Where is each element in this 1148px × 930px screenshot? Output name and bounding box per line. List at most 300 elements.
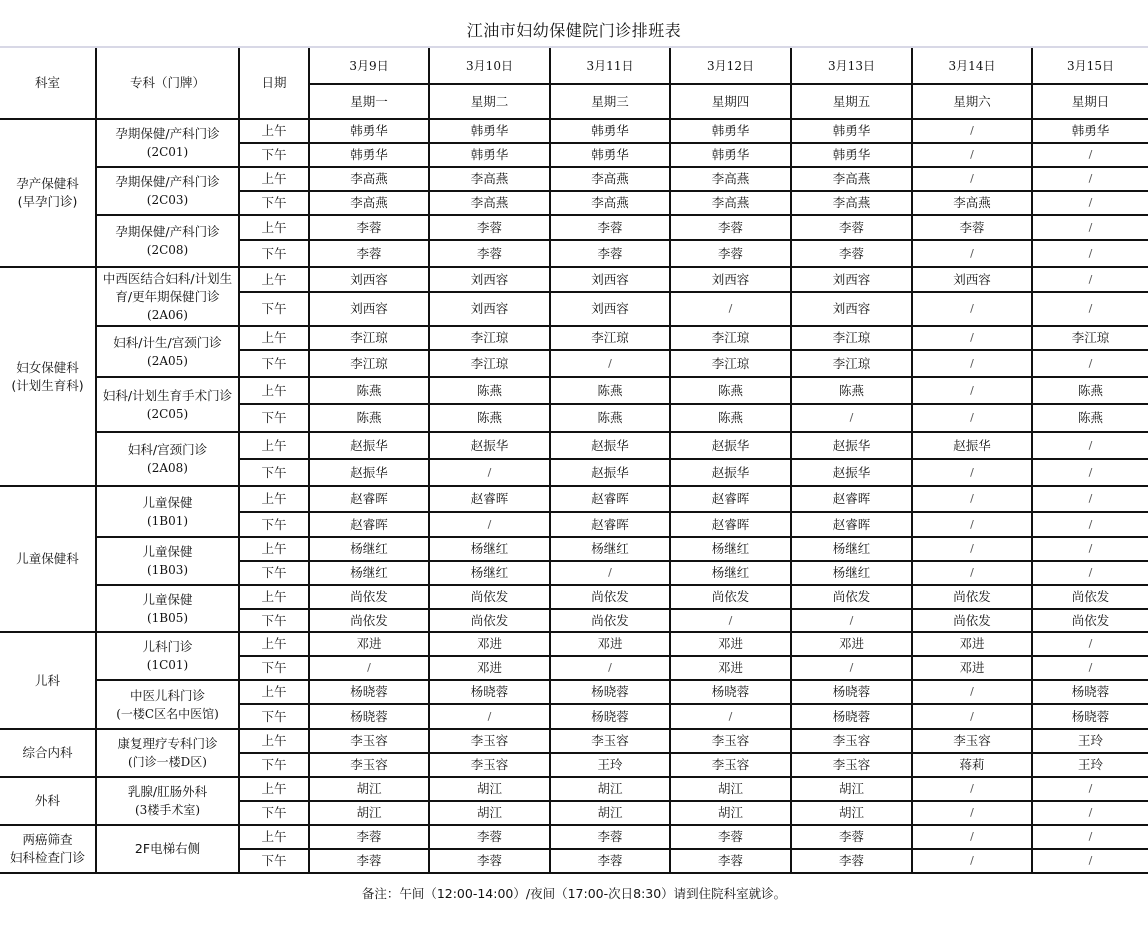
dept-name: 外科 — [34, 793, 60, 808]
doctor-slot: 杨晓蓉 — [1032, 680, 1148, 704]
header-weekday: 星期三 — [550, 84, 670, 119]
doctor-slot: 赵睿晖 — [791, 486, 912, 512]
doctor-slot: 赵振华 — [550, 432, 670, 459]
clinic-room-code: (2C03) — [146, 193, 189, 207]
table-row — [0, 729, 1148, 753]
empty-slot: / — [912, 486, 1032, 512]
doctor-slot: 陈燕 — [670, 377, 791, 404]
doctor-slot: 杨继红 — [791, 537, 912, 561]
dept-cell — [0, 729, 96, 777]
doctor-slot: 李蓉 — [309, 240, 429, 267]
period-cell: 下午 — [239, 656, 309, 680]
period-cell: 下午 — [239, 753, 309, 777]
empty-slot: / — [1032, 561, 1148, 585]
doctor-slot: 赵振华 — [670, 459, 791, 486]
dept-subname: (计划生育科) — [11, 377, 84, 393]
empty-slot: / — [429, 704, 550, 729]
dept-name: 儿童保健科 — [16, 551, 79, 566]
doctor-slot: 杨继红 — [429, 537, 550, 561]
period-cell: 上午 — [239, 632, 309, 656]
doctor-slot: 陈燕 — [309, 404, 429, 432]
doctor-slot: 邓进 — [670, 632, 791, 656]
doctor-slot: 李蓉 — [791, 215, 912, 240]
empty-slot: / — [1032, 656, 1148, 680]
doctor-slot: 杨晓蓉 — [429, 680, 550, 704]
empty-slot: / — [670, 292, 791, 326]
doctor-slot: 杨继红 — [309, 537, 429, 561]
period-cell: 下午 — [239, 240, 309, 267]
empty-slot: / — [912, 143, 1032, 167]
doctor-slot: 刘西容 — [912, 267, 1032, 292]
doctor-slot: 尚依发 — [1032, 585, 1148, 609]
empty-slot: / — [791, 656, 912, 680]
doctor-slot: 胡江 — [429, 801, 550, 825]
header-dept: 科室 — [0, 48, 96, 119]
doctor-slot: 杨晓蓉 — [1032, 704, 1148, 729]
clinic-name: 中西医结合妇科/计划生育/更年期保健门诊 — [102, 270, 233, 304]
clinic-cell — [96, 215, 239, 267]
doctor-slot: 邓进 — [912, 632, 1032, 656]
doctor-slot: 胡江 — [429, 777, 550, 801]
doctor-slot: 刘西容 — [429, 267, 550, 292]
doctor-slot: 邓进 — [429, 656, 550, 680]
doctor-slot: 尚依发 — [1032, 609, 1148, 632]
empty-slot: / — [1032, 191, 1148, 215]
empty-slot: / — [912, 777, 1032, 801]
doctor-slot: 李江琼 — [1032, 326, 1148, 350]
clinic-name: 儿科门诊 — [142, 639, 193, 654]
table-row — [0, 680, 1148, 704]
dept-cell — [0, 267, 96, 486]
clinic-name: 孕期保健/产科门诊 — [115, 224, 220, 239]
doctor-slot: 赵振华 — [429, 432, 550, 459]
doctor-slot: 李高燕 — [429, 167, 550, 191]
doctor-slot: 韩勇华 — [550, 143, 670, 167]
table-row — [0, 777, 1148, 801]
dept-cell — [0, 632, 96, 729]
doctor-slot: 李蓉 — [791, 825, 912, 849]
header-row-dates — [0, 48, 1148, 84]
clinic-name: 儿童保健 — [142, 494, 193, 510]
doctor-slot: 李蓉 — [670, 240, 791, 267]
header-period: 日期 — [239, 48, 309, 119]
empty-slot: / — [912, 704, 1032, 729]
clinic-cell — [96, 729, 239, 777]
period-cell: 上午 — [239, 486, 309, 512]
doctor-slot: 李玉容 — [429, 753, 550, 777]
period-cell: 上午 — [239, 825, 309, 849]
empty-slot: / — [912, 512, 1032, 537]
doctor-slot: 赵睿晖 — [550, 512, 670, 537]
table-row — [0, 377, 1148, 404]
empty-slot: / — [670, 704, 791, 729]
empty-slot: / — [1032, 537, 1148, 561]
period-cell: 下午 — [239, 404, 309, 432]
doctor-slot: 赵睿晖 — [309, 486, 429, 512]
clinic-cell — [96, 119, 239, 167]
doctor-slot: 赵振华 — [670, 432, 791, 459]
page-title: 江油市妇幼保健院门诊排班表 — [466, 21, 682, 40]
doctor-slot: 李蓉 — [550, 849, 670, 873]
doctor-slot: 杨晓蓉 — [309, 680, 429, 704]
dept-name: 两癌筛查 — [22, 832, 73, 847]
doctor-slot: 胡江 — [550, 777, 670, 801]
period-cell: 下午 — [239, 292, 309, 326]
empty-slot: / — [912, 680, 1032, 704]
table-row — [0, 632, 1148, 656]
empty-slot: / — [912, 404, 1032, 432]
doctor-slot: 李玉容 — [309, 729, 429, 753]
doctor-slot: 赵振华 — [309, 432, 429, 459]
doctor-slot: 蒋莉 — [912, 753, 1032, 777]
doctor-slot: 韩勇华 — [1032, 119, 1148, 143]
doctor-slot: 韩勇华 — [429, 143, 550, 167]
period-cell: 上午 — [239, 680, 309, 704]
doctor-slot: 邓进 — [791, 632, 912, 656]
period-cell: 下午 — [239, 350, 309, 377]
doctor-slot: 王玲 — [550, 753, 670, 777]
doctor-slot: 李蓉 — [429, 215, 550, 240]
empty-slot: / — [912, 119, 1032, 143]
clinic-cell — [96, 432, 239, 486]
period-cell: 上午 — [239, 537, 309, 561]
header-date: 3月10日 — [429, 48, 550, 84]
clinic-name: 乳腺/肛肠外科 — [127, 784, 208, 799]
doctor-slot: 陈燕 — [1032, 377, 1148, 404]
empty-slot: / — [1032, 459, 1148, 486]
table-row — [0, 119, 1148, 143]
doctor-slot: 王玲 — [1032, 729, 1148, 753]
empty-slot: / — [1032, 849, 1148, 873]
empty-slot: / — [1032, 292, 1148, 326]
period-cell: 上午 — [239, 377, 309, 404]
clinic-room-code: (1B03) — [146, 563, 189, 577]
doctor-slot: 杨晓蓉 — [670, 680, 791, 704]
doctor-slot: 刘西容 — [550, 267, 670, 292]
clinic-cell — [96, 537, 239, 585]
period-cell: 上午 — [239, 119, 309, 143]
doctor-slot: 李江琼 — [670, 326, 791, 350]
doctor-slot: 赵振华 — [550, 459, 670, 486]
clinic-room-code: (2A05) — [147, 353, 188, 368]
table-row — [0, 432, 1148, 459]
doctor-slot: 韩勇华 — [670, 119, 791, 143]
doctor-slot: 杨晓蓉 — [550, 704, 670, 729]
doctor-slot: 韩勇华 — [670, 143, 791, 167]
dept-subname: 妇科检查门诊 — [9, 850, 85, 865]
doctor-slot: 李蓉 — [791, 240, 912, 267]
empty-slot: / — [912, 459, 1032, 486]
doctor-slot: 赵睿晖 — [791, 512, 912, 537]
empty-slot: / — [1032, 512, 1148, 537]
header-date: 3月11日 — [550, 48, 670, 84]
doctor-slot: 尚依发 — [550, 609, 670, 632]
doctor-slot: 尚依发 — [429, 609, 550, 632]
doctor-slot: 李蓉 — [670, 825, 791, 849]
dept-name: 综合内科 — [22, 745, 73, 760]
clinic-cell — [96, 777, 239, 825]
doctor-slot: 邓进 — [309, 632, 429, 656]
clinic-name: 孕期保健/产科门诊 — [115, 174, 220, 189]
doctor-slot: 李江琼 — [550, 326, 670, 350]
table-row — [0, 585, 1148, 609]
dept-name: 儿科 — [34, 672, 60, 688]
doctor-slot: 赵振华 — [309, 459, 429, 486]
empty-slot: / — [912, 350, 1032, 377]
doctor-slot: 陈燕 — [309, 377, 429, 404]
doctor-slot: 李江琼 — [791, 350, 912, 377]
period-cell: 下午 — [239, 512, 309, 537]
doctor-slot: 李蓉 — [550, 215, 670, 240]
clinic-name: 中医儿科门诊 — [129, 687, 205, 703]
doctor-slot: 杨晓蓉 — [550, 680, 670, 704]
period-cell: 上午 — [239, 432, 309, 459]
header-weekday: 星期二 — [429, 84, 550, 119]
dept-cell — [0, 486, 96, 632]
doctor-slot: 杨继红 — [550, 537, 670, 561]
clinic-room-code: (3楼手术室) — [135, 803, 200, 817]
doctor-slot: 韩勇华 — [550, 119, 670, 143]
table-row — [0, 167, 1148, 191]
doctor-slot: 李蓉 — [912, 215, 1032, 240]
doctor-slot: 邓进 — [912, 656, 1032, 680]
doctor-slot: 李江琼 — [670, 350, 791, 377]
empty-slot: / — [550, 561, 670, 585]
clinic-room-code: (2C08) — [146, 243, 189, 257]
dept-cell — [0, 119, 96, 267]
doctor-slot: 邓进 — [429, 632, 550, 656]
empty-slot: / — [1032, 167, 1148, 191]
doctor-slot: 李高燕 — [550, 191, 670, 215]
doctor-slot: 韩勇华 — [791, 143, 912, 167]
doctor-slot: 胡江 — [309, 801, 429, 825]
doctor-slot: 胡江 — [791, 777, 912, 801]
doctor-slot: 陈燕 — [550, 377, 670, 404]
header-weekday: 星期日 — [1032, 84, 1148, 119]
period-cell: 下午 — [239, 801, 309, 825]
empty-slot: / — [670, 609, 791, 632]
clinic-room-code: (2C05) — [146, 406, 189, 421]
doctor-slot: 尚依发 — [429, 585, 550, 609]
doctor-slot: 李江琼 — [791, 326, 912, 350]
empty-slot: / — [1032, 432, 1148, 459]
period-cell: 下午 — [239, 704, 309, 729]
empty-slot: / — [1032, 777, 1148, 801]
empty-slot: / — [791, 404, 912, 432]
doctor-slot: 李高燕 — [309, 191, 429, 215]
doctor-slot: 胡江 — [791, 801, 912, 825]
table-row — [0, 825, 1148, 849]
period-cell: 下午 — [239, 609, 309, 632]
doctor-slot: 邓进 — [670, 656, 791, 680]
table-row — [0, 215, 1148, 240]
clinic-name: 妇科/宫颈门诊 — [127, 442, 208, 457]
doctor-slot: 刘西容 — [670, 267, 791, 292]
period-cell: 上午 — [239, 729, 309, 753]
doctor-slot: 李玉容 — [550, 729, 670, 753]
clinic-room-code: (1B01) — [146, 513, 189, 528]
doctor-slot: 刘西容 — [791, 292, 912, 326]
doctor-slot: 胡江 — [309, 777, 429, 801]
empty-slot: / — [1032, 215, 1148, 240]
clinic-cell — [96, 825, 239, 873]
doctor-slot: 尚依发 — [912, 585, 1032, 609]
empty-slot: / — [912, 240, 1032, 267]
doctor-slot: 赵振华 — [912, 432, 1032, 459]
empty-slot: / — [429, 459, 550, 486]
doctor-slot: 李蓉 — [309, 849, 429, 873]
doctor-slot: 尚依发 — [550, 585, 670, 609]
dept-cell — [0, 777, 96, 825]
doctor-slot: 赵睿晖 — [670, 486, 791, 512]
doctor-slot: 李蓉 — [309, 825, 429, 849]
doctor-slot: 邓进 — [550, 632, 670, 656]
doctor-slot: 陈燕 — [550, 404, 670, 432]
doctor-slot: 杨晓蓉 — [791, 704, 912, 729]
period-cell: 上午 — [239, 167, 309, 191]
clinic-cell — [96, 167, 239, 215]
doctor-slot: 李蓉 — [429, 240, 550, 267]
doctor-slot: 胡江 — [670, 777, 791, 801]
empty-slot: / — [429, 512, 550, 537]
empty-slot: / — [550, 350, 670, 377]
clinic-cell — [96, 267, 239, 326]
header-weekday: 星期六 — [912, 84, 1032, 119]
header-date: 3月15日 — [1032, 48, 1148, 84]
period-cell: 下午 — [239, 191, 309, 215]
doctor-slot: 李江琼 — [429, 326, 550, 350]
table-row — [0, 537, 1148, 561]
empty-slot: / — [791, 609, 912, 632]
doctor-slot: 杨继红 — [791, 561, 912, 585]
empty-slot: / — [1032, 267, 1148, 292]
doctor-slot: 李玉容 — [912, 729, 1032, 753]
doctor-slot: 李高燕 — [309, 167, 429, 191]
doctor-slot: 赵振华 — [791, 459, 912, 486]
clinic-cell — [96, 326, 239, 377]
doctor-slot: 李玉容 — [429, 729, 550, 753]
doctor-slot: 尚依发 — [670, 585, 791, 609]
clinic-name: 儿童保健 — [142, 544, 193, 559]
clinic-room-code: (门诊一楼D区) — [128, 755, 207, 769]
clinic-name: 儿童保健 — [142, 591, 193, 607]
period-cell: 下午 — [239, 143, 309, 167]
empty-slot: / — [1032, 801, 1148, 825]
header-date: 3月13日 — [791, 48, 912, 84]
doctor-slot: 胡江 — [670, 801, 791, 825]
doctor-slot: 陈燕 — [429, 404, 550, 432]
doctor-slot: 李高燕 — [670, 167, 791, 191]
doctor-slot: 杨继红 — [670, 561, 791, 585]
doctor-slot: 杨继红 — [429, 561, 550, 585]
doctor-slot: 王玲 — [1032, 753, 1148, 777]
clinic-room-code: (一楼C区名中医馆) — [116, 706, 219, 721]
header-weekday: 星期四 — [670, 84, 791, 119]
doctor-slot: 李江琼 — [429, 350, 550, 377]
doctor-slot: 尚依发 — [309, 585, 429, 609]
doctor-slot: 杨继红 — [670, 537, 791, 561]
period-cell: 下午 — [239, 849, 309, 873]
period-cell: 上午 — [239, 585, 309, 609]
doctor-slot: 李高燕 — [791, 167, 912, 191]
header-date: 3月12日 — [670, 48, 791, 84]
doctor-slot: 李高燕 — [550, 167, 670, 191]
clinic-name: 妇科/计划生育手术门诊 — [102, 387, 233, 403]
empty-slot: / — [912, 326, 1032, 350]
dept-cell — [0, 825, 96, 873]
empty-slot: / — [1032, 240, 1148, 267]
doctor-slot: 李玉容 — [670, 753, 791, 777]
doctor-slot: 尚依发 — [912, 609, 1032, 632]
period-cell: 上午 — [239, 267, 309, 292]
clinic-cell — [96, 585, 239, 632]
period-cell: 下午 — [239, 561, 309, 585]
doctor-slot: 刘西容 — [309, 267, 429, 292]
doctor-slot: 陈燕 — [429, 377, 550, 404]
doctor-slot: 李蓉 — [670, 215, 791, 240]
empty-slot: / — [912, 377, 1032, 404]
doctor-slot: 杨继红 — [309, 561, 429, 585]
empty-slot: / — [1032, 350, 1148, 377]
doctor-slot: 杨晓蓉 — [791, 680, 912, 704]
doctor-slot: 韩勇华 — [309, 143, 429, 167]
doctor-slot: 李蓉 — [791, 849, 912, 873]
doctor-slot: 李蓉 — [550, 240, 670, 267]
doctor-slot: 李玉容 — [670, 729, 791, 753]
period-cell: 上午 — [239, 777, 309, 801]
doctor-slot: 尚依发 — [309, 609, 429, 632]
doctor-slot: 刘西容 — [309, 292, 429, 326]
doctor-slot: 赵睿晖 — [429, 486, 550, 512]
clinic-room-code: (1B05) — [146, 610, 189, 625]
doctor-slot: 陈燕 — [791, 377, 912, 404]
doctor-slot: 李蓉 — [670, 849, 791, 873]
doctor-slot: 李玉容 — [309, 753, 429, 777]
doctor-slot: 胡江 — [550, 801, 670, 825]
empty-slot: / — [1032, 825, 1148, 849]
header-specialty: 专科（门牌） — [96, 48, 239, 119]
period-cell: 上午 — [239, 215, 309, 240]
doctor-slot: 杨晓蓉 — [309, 704, 429, 729]
doctor-slot: 李蓉 — [309, 215, 429, 240]
doctor-slot: 李江琼 — [309, 350, 429, 377]
doctor-slot: 韩勇华 — [309, 119, 429, 143]
empty-slot: / — [550, 656, 670, 680]
table-row — [0, 326, 1148, 350]
doctor-slot: 刘西容 — [791, 267, 912, 292]
doctor-slot: 李蓉 — [550, 825, 670, 849]
doctor-slot: 李蓉 — [429, 825, 550, 849]
table-row — [0, 486, 1148, 512]
clinic-room-code: (1C01) — [146, 658, 189, 672]
empty-slot: / — [912, 537, 1032, 561]
clinic-room-code: (2C01) — [146, 145, 189, 159]
empty-slot: / — [912, 292, 1032, 326]
doctor-slot: 赵振华 — [791, 432, 912, 459]
clinic-cell — [96, 486, 239, 537]
doctor-slot: 李高燕 — [912, 191, 1032, 215]
empty-slot: / — [1032, 486, 1148, 512]
header-weekday: 星期一 — [309, 84, 429, 119]
empty-slot: / — [912, 561, 1032, 585]
schedule-table — [0, 48, 1148, 874]
empty-slot: / — [912, 849, 1032, 873]
doctor-slot: 李玉容 — [791, 753, 912, 777]
clinic-cell — [96, 680, 239, 729]
clinic-name: 妇科/计生/宫颈门诊 — [113, 334, 222, 350]
footnote: 备注：午间（12:00-14:00）/夜间（17:00-次日8:30）请到住院科室就诊。 — [361, 886, 787, 901]
empty-slot: / — [912, 801, 1032, 825]
